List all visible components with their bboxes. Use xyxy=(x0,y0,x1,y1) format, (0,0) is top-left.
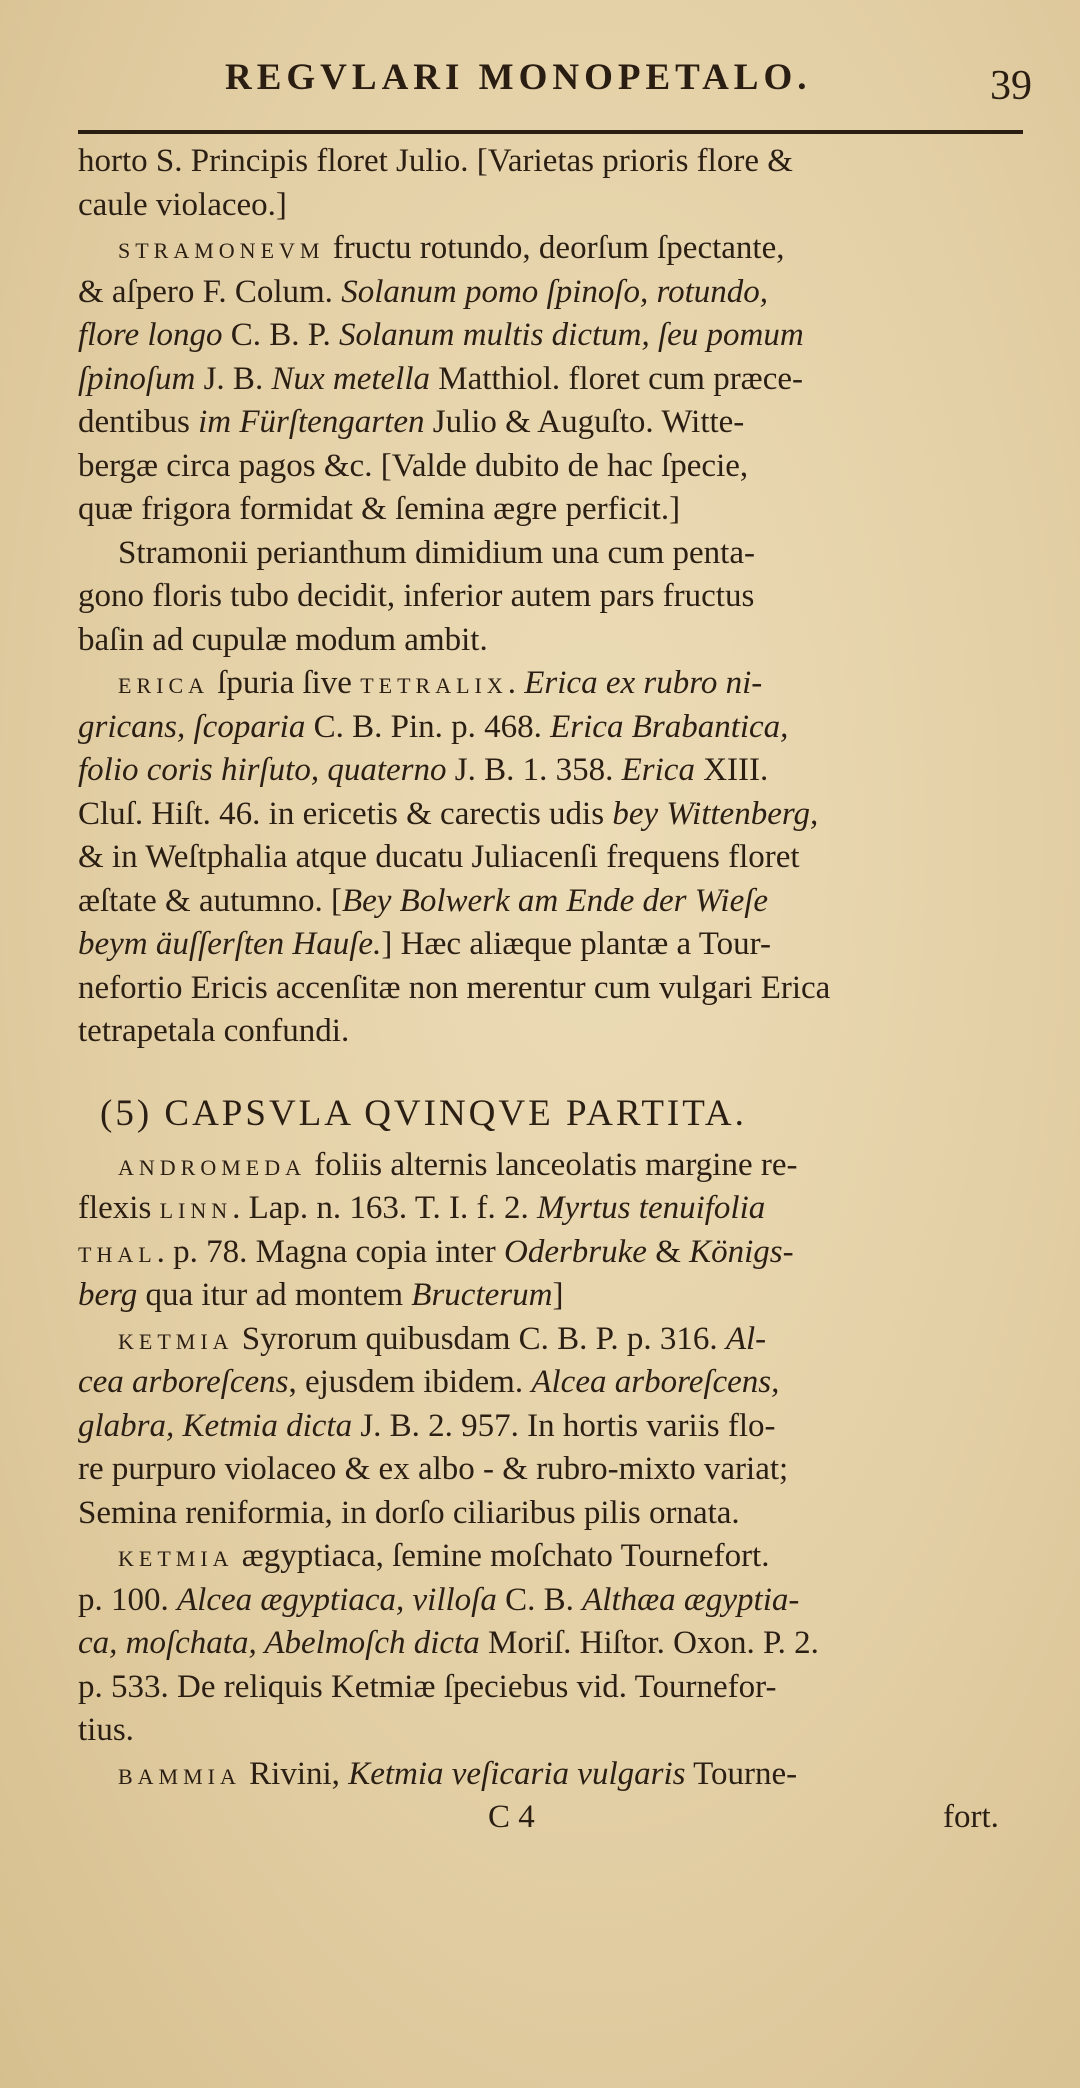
running-title: REGVLARI MONOPETALO. xyxy=(225,57,812,98)
catchword: fort. xyxy=(943,1799,999,1835)
text-line: flore longo C. B. P. Solanum multis dictum, ſeu pomum xyxy=(78,317,804,353)
header-rule xyxy=(78,130,1023,134)
text-line: dentibus im Fürſtengarten Julio & Auguſto. Witte- xyxy=(78,404,745,440)
text-line: BAMMIA Rivini, Ketmia veſicaria vulgaris Tourne- xyxy=(118,1755,798,1792)
text-line: horto S. Principis floret Julio. [Varietas prioris flore & xyxy=(78,143,793,179)
text-line: Cluſ. Hiſt. 46. in ericetis & carectis udis bey Wittenberg, xyxy=(78,795,819,832)
text-line: & in Weſtphalia atque ducatu Juliacenſi frequens floret xyxy=(78,839,800,875)
text-line: tius. xyxy=(78,1712,134,1748)
text-line: æſtate & autumno. [Bey Bolwerk am Ende der Wieſe xyxy=(78,882,769,919)
section-heading: (5) CAPSVLA QVINQVE PARTITA. xyxy=(100,1092,747,1134)
signature-mark: C 4 xyxy=(488,1799,535,1835)
text-line: re purpuro violaceo & ex albo - & rubro-mixto variat; xyxy=(78,1451,789,1487)
page-number: 39 xyxy=(990,63,1032,109)
text-line: glabra, Ketmia dicta J. B. 2. 957. In hortis variis flo- xyxy=(78,1407,776,1444)
text-line: ſpinoſum J. B. Nux metella Matthiol. floret cum præce- xyxy=(78,360,803,397)
text-line: STRAMONEVM fructu rotundo, deorſum ſpectante, xyxy=(118,230,785,266)
text-line: THAL. p. 78. Magna copia inter Oderbruke & Königs- xyxy=(78,1233,794,1270)
text-line: flexis LINN. Lap. n. 163. T. I. f. 2. Myrtus tenuifolia xyxy=(78,1190,766,1226)
text-line: cea arboreſcens, ejusdem ibidem. Alcea arboreſcens, xyxy=(78,1364,780,1400)
body-text xyxy=(78,140,1028,1840)
text-line: quæ frigora formidat & ſemina ægre perficit.] xyxy=(78,491,681,527)
text-line: KETMIA Syrorum quibusdam C. B. P. p. 316. Al- xyxy=(118,1320,767,1357)
text-line: ERICA ſpuria ſive TETRALIX. Erica ex rubro ni- xyxy=(118,665,763,701)
text-line: folio coris hirſuto, quaterno J. B. 1. 358. Erica XIII. xyxy=(78,752,769,788)
text-line: & aſpero F. Colum. Solanum pomo ſpinoſo, rotundo, xyxy=(78,273,769,310)
text-line: gricans, ſcoparia C. B. Pin. p. 468. Erica Brabantica, xyxy=(78,708,789,745)
text-line: bergæ circa pagos &c. [Valde dubito de hac ſpecie, xyxy=(78,447,749,484)
text-line: p. 100. Alcea ægyptiaca, villoſa C. B. Althæa ægyptia- xyxy=(78,1581,800,1618)
spacer xyxy=(78,1054,1028,1084)
text-line: Stramonii perianthum dimidium una cum penta- xyxy=(118,534,755,571)
text-line: p. 533. De reliquis Ketmiæ ſpeciebus vid. Tournefor- xyxy=(78,1668,777,1705)
text-line: tetrapetala confundi. xyxy=(78,1013,350,1049)
text-line: ANDROMEDA foliis alternis lanceolatis margine re- xyxy=(118,1146,798,1183)
text-line: Semina reniformia, in dorſo ciliaribus pilis ornata. xyxy=(78,1494,740,1531)
text-line: ca, moſchata, Abelmoſch dicta Moriſ. Hiſtor. Oxon. P. 2. xyxy=(78,1625,819,1661)
text-line: KETMIA ægyptiaca, ſemine moſchato Tournefort. xyxy=(118,1538,770,1574)
text-line: berg qua itur ad montem Bructerum] xyxy=(78,1277,564,1313)
text-line: baſin ad cupulæ modum ambit. xyxy=(78,621,488,658)
page-footer xyxy=(78,1796,1028,1840)
text-line: gono floris tubo decidit, inferior autem pars fructus xyxy=(78,578,755,614)
text-line: nefortio Ericis accenſitæ non merentur cum vulgari Erica xyxy=(78,969,831,1006)
text-line: caule violaceo.] xyxy=(78,186,287,223)
text-line: beym äuſſerſten Hauſe.] Hæc aliæque plantæ a Tour- xyxy=(78,926,771,962)
